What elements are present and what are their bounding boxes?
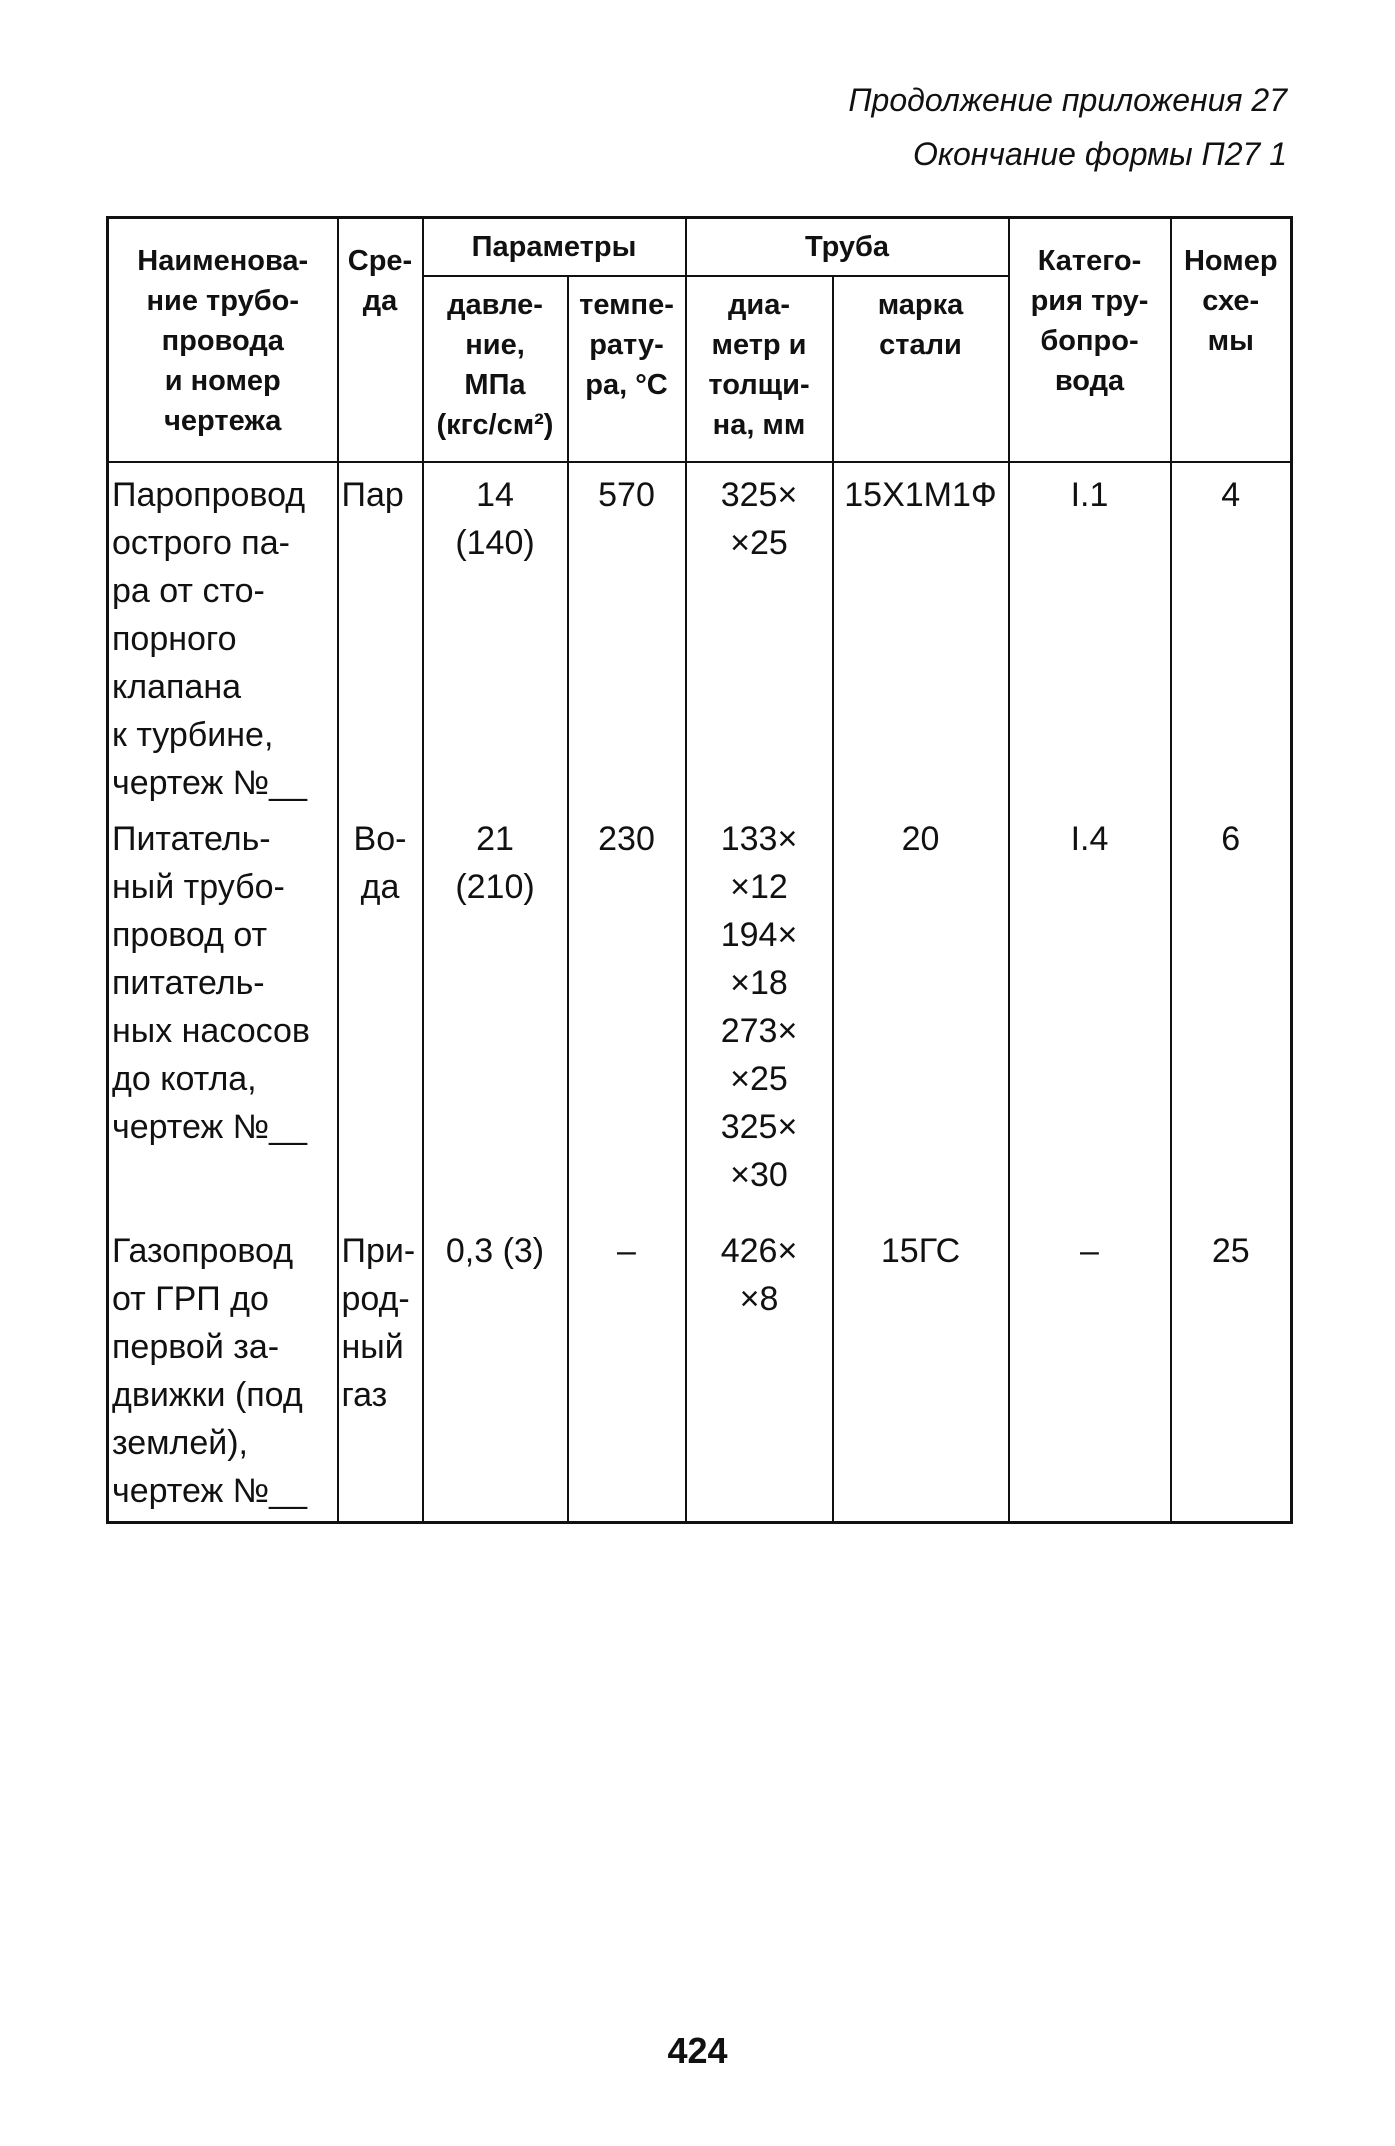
col-header-steel: марка стали — [833, 276, 1009, 462]
cell-category: – — [1009, 1219, 1171, 1523]
cell-steel: 20 — [833, 807, 1009, 1219]
cell-medium: Во- да — [338, 807, 423, 1219]
cell-pressure: 0,3 (3) — [423, 1219, 568, 1523]
col-header-category: Катего- рия тру- бопро- вода — [1009, 218, 1171, 463]
col-header-scheme: Номер схе- мы — [1171, 218, 1292, 463]
cell-name: Питатель- ный трубо- провод от питатель- ных насосов до котла, чертеж №__ — [108, 807, 338, 1219]
table-row — [108, 1219, 1292, 1523]
table-row — [108, 807, 1292, 1219]
cell-steel: 15Х1М1Ф — [833, 462, 1009, 807]
col-header-parameters: Параметры — [423, 218, 686, 277]
cell-scheme: 4 — [1171, 462, 1292, 807]
cell-medium: Пар — [338, 462, 423, 807]
col-header-pipe: Труба — [686, 218, 1009, 277]
cell-diameter: 426× ×8 — [686, 1219, 833, 1523]
cell-pressure: 21 (210) — [423, 807, 568, 1219]
col-header-medium: Сре- да — [338, 218, 423, 463]
form-end-header: Окончание формы П27 1 — [912, 136, 1287, 172]
col-header-diameter: диа- метр и толщи- на, мм — [686, 276, 833, 462]
cell-category: I.4 — [1009, 807, 1171, 1219]
cell-steel: 15ГС — [833, 1219, 1009, 1523]
cell-temperature: – — [568, 1219, 686, 1523]
cell-temperature: 570 — [568, 462, 686, 807]
cell-medium: При- род- ный газ — [338, 1219, 423, 1523]
cell-diameter: 325× ×25 — [686, 462, 833, 807]
cell-name: Паропровод острого па- ра от сто- порного клапана к турбине, чертеж №__ — [108, 462, 338, 807]
cell-category: I.1 — [1009, 462, 1171, 807]
col-header-pressure: давле- ние, МПа (кгс/см²) — [423, 276, 568, 462]
cell-scheme: 6 — [1171, 807, 1292, 1219]
col-header-temperature: темпе- рату- ра, °С — [568, 276, 686, 462]
cell-temperature: 230 — [568, 807, 686, 1219]
cell-pressure: 14 (140) — [423, 462, 568, 807]
table-row — [108, 462, 1292, 807]
col-header-name: Наименова- ние трубо- провода и номер чертежа — [108, 218, 338, 463]
cell-name: Газопровод от ГРП до первой за- движки (под землей), чертеж №__ — [108, 1219, 338, 1523]
pipeline-table — [106, 216, 1293, 1524]
cell-diameter: 133× ×12 194× ×18 273× ×25 325× ×30 — [686, 807, 833, 1219]
page-number: 424 — [667, 2030, 728, 2071]
cell-scheme: 25 — [1171, 1219, 1292, 1523]
continuation-header: Продолжение приложения 27 — [848, 82, 1287, 118]
